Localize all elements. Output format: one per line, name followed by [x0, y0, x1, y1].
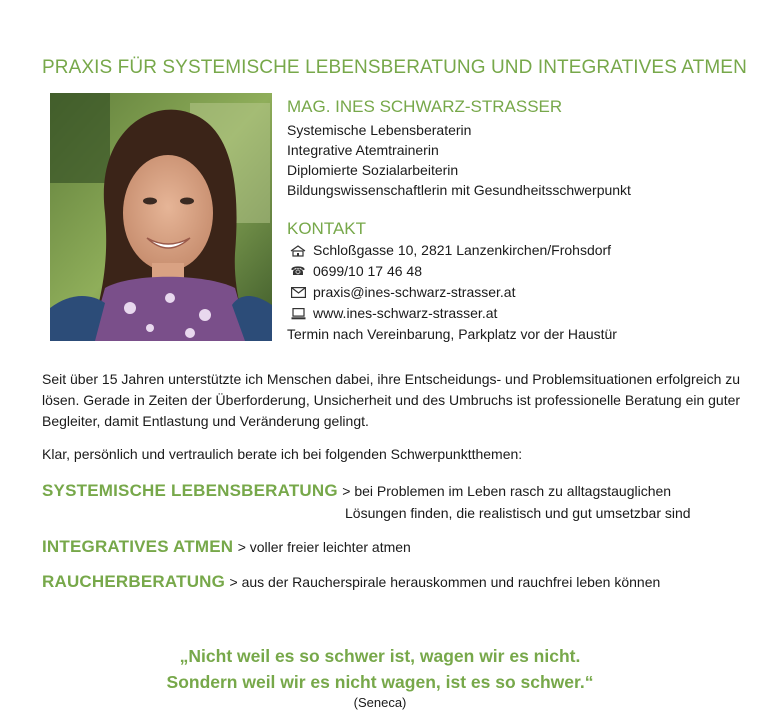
role-line: Systemische Lebensberaterin [287, 122, 472, 138]
topic-description-continued: Lösungen finden, die realistisch und gut umsetzbar sind [345, 505, 691, 521]
envelope-icon [287, 286, 309, 300]
topic-raucherberatung [42, 572, 660, 592]
contact-heading: KONTAKT [287, 219, 367, 238]
portrait-photo [50, 93, 272, 341]
computer-icon [287, 307, 309, 321]
page-title: PRAXIS FÜR SYSTEMISCHE LEBENSBERATUNG UND INTEGRATIVES ATMEN [42, 57, 747, 78]
topic-integratives-atmen [42, 537, 411, 557]
topics-lead: Klar, persönlich und vertraulich berate ich bei folgenden Schwerpunktthemen: [42, 446, 523, 462]
intro-paragraph: Seit über 15 Jahren unterstützte ich Menschen dabei, ihre Entscheidungs- und Problemsituationen erfolgreich zu lösen. Gerade in Zeiten der Überforderung, Unsicherheit und des Umbruchs ist professionelle Beratung ein guter Begleiter, damit Entlastung und Veränderung gelingt. [42, 371, 741, 429]
topic-title: RAUCHERBERATUNG [42, 572, 226, 591]
topic-description: > aus der Raucherspirale herauskommen und rauchfrei leben können [229, 574, 661, 590]
quote-line-2: Sondern weil wir es nicht wagen, ist es so schwer.“ [166, 672, 594, 692]
contact-address-row [287, 240, 617, 261]
contact-address: Schloßgasse 10, 2821 Lanzenkirchen/Frohsdorf [313, 242, 612, 258]
profile-info [287, 97, 631, 200]
topic-title: SYSTEMISCHE LEBENSBERATUNG [42, 481, 338, 500]
role-line: Bildungswissenschaftlerin mit Gesundheitsschwerpunkt [287, 182, 631, 198]
topic-description: > bei Problemen im Leben rasch zu alltagstauglichen [342, 483, 672, 499]
topic-title: INTEGRATIVES ATMEN [42, 537, 234, 556]
quote-line-1: „Nicht weil es so schwer ist, wagen wir es nicht. [179, 646, 581, 666]
contact-email-row [287, 282, 617, 303]
quote-author: (Seneca) [353, 695, 407, 710]
contact-email[interactable]: praxis@ines-schwarz-strasser.at [313, 284, 516, 300]
house-icon [287, 244, 309, 258]
contact-note: Termin nach Vereinbarung, Parkplatz vor der Haustür [287, 326, 617, 342]
contact-website-row [287, 303, 617, 324]
contact-website[interactable]: www.ines-schwarz-strasser.at [313, 305, 498, 321]
role-line: Diplomierte Sozialarbeiterin [287, 162, 459, 178]
contact-phone[interactable]: 0699/10 17 46 48 [313, 263, 422, 279]
contact-phone-row [287, 261, 617, 282]
profile-name: MAG. INES SCHWARZ-STRASSER [287, 97, 563, 116]
topic-description: > voller freier leichter atmen [237, 539, 411, 555]
topic-systemische-lebensberatung [42, 481, 671, 501]
contact-list [287, 240, 617, 345]
role-line: Integrative Atemtrainerin [287, 142, 439, 158]
telephone-icon: ☎ [290, 264, 306, 278]
